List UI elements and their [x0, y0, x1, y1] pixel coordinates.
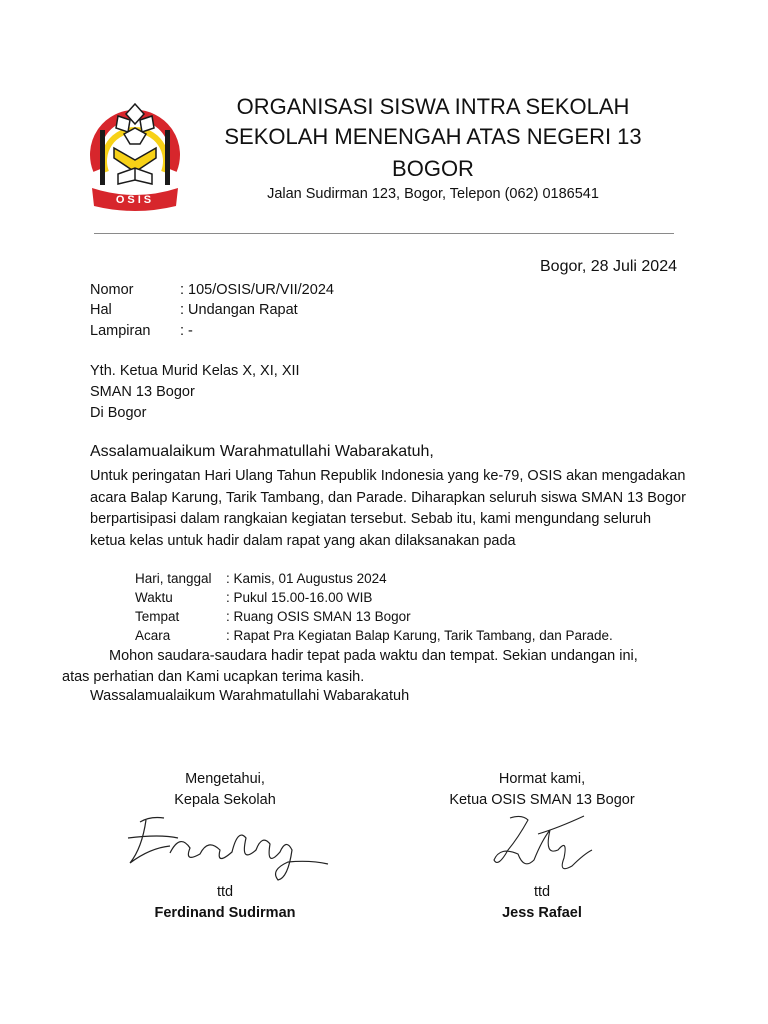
logo-text: OSIS [115, 194, 155, 206]
meta-row-lampiran [90, 323, 193, 339]
detail-value: : Ruang OSIS SMAN 13 Bogor [226, 609, 411, 624]
school-address: Jalan Sudirman 123, Bogor, Telepon (062) 0186541 [267, 186, 599, 202]
left-sig-line1: Mengetahui, [185, 771, 265, 787]
chairman-signature [488, 810, 598, 880]
right-sig-title: Ketua OSIS SMAN 13 Bogor [449, 792, 635, 808]
meta-key: Lampiran [90, 323, 151, 339]
detail-row-time [135, 590, 372, 605]
detail-value: : Pukul 15.00-16.00 WIB [226, 590, 373, 605]
school-city: BOGOR [392, 156, 474, 181]
meta-row-hal [90, 302, 298, 318]
detail-value: : Kamis, 01 Augustus 2024 [226, 571, 387, 586]
detail-row-event [135, 628, 613, 643]
meta-value: : Undangan Rapat [180, 302, 298, 318]
principal-signature [120, 808, 330, 883]
recipient-line: Di Bogor [90, 405, 147, 421]
chairman-name: Jess Rafael [502, 905, 582, 921]
letter-date: Bogor, 28 Juli 2024 [540, 258, 677, 275]
letter-body: Untuk peringatan Hari Ulang Tahun Republik Indonesia yang ke-79, OSIS akan mengadakan acara Balap Karung, Tarik Tambang, dan Parade. Diharapkan seluruh siswa SMAN 13 Bogor berpartisipasi dalam rangkaian kegiatan tersebut. Sebab itu, kami mengundang seluruh ketua kelas untuk hadir dalam rapat yang akan dilaksanakan pada [90, 468, 686, 549]
org-name: ORGANISASI SISWA INTRA SEKOLAH [236, 94, 630, 119]
principal-name: Ferdinand Sudirman [154, 905, 296, 921]
detail-key: Hari, tanggal [135, 571, 212, 586]
school-name: SEKOLAH MENENGAH ATAS NEGERI 13 [224, 124, 642, 149]
greeting: Assalamualaikum Warahmatullahi Wabarakatuh, [90, 443, 434, 460]
right-sig-line1: Hormat kami, [498, 771, 586, 787]
detail-key: Acara [135, 628, 171, 643]
detail-row-date [135, 571, 387, 586]
farewell: Wassalamualaikum Warahmatullahi Wabarakatuh [90, 688, 410, 704]
right-sig-ttd: ttd [533, 884, 551, 900]
detail-key: Tempat [135, 609, 180, 624]
meta-key: Nomor [90, 282, 134, 298]
header-divider [94, 233, 674, 234]
meta-row-nomor [90, 282, 334, 298]
recipient-line: Yth. Ketua Murid Kelas X, XI, XII [90, 363, 300, 379]
detail-row-place [135, 609, 411, 624]
left-sig-title: Kepala Sekolah [174, 792, 276, 808]
detail-value: : Rapat Pra Kegiatan Balap Karung, Tarik Tambang, dan Parade. [226, 628, 613, 643]
meta-value: : - [180, 323, 193, 339]
recipient-line: SMAN 13 Bogor [90, 384, 195, 400]
detail-key: Waktu [135, 590, 173, 605]
left-sig-ttd: ttd [216, 884, 234, 900]
closing-paragraph: Mohon saudara-saudara hadir tepat pada waktu dan tempat. Sekian undangan ini, atas perhatian dan Kami ucapkan terima kasih. [62, 648, 638, 685]
osis-logo [88, 90, 182, 212]
meta-key: Hal [90, 302, 112, 318]
meta-value: : 105/OSIS/UR/VII/2024 [180, 282, 334, 298]
